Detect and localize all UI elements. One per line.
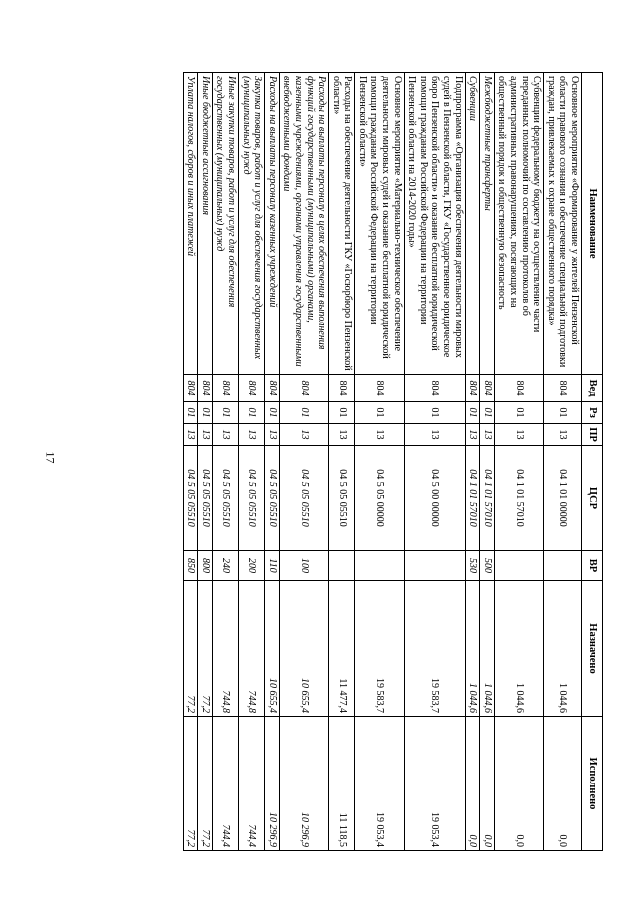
row-name: Иные закупки товаров, работ и услуг для обеспечения государственных (муниципальных) нужд bbox=[212, 73, 238, 375]
table-row bbox=[198, 73, 213, 851]
row-pr: 13 bbox=[465, 424, 480, 446]
row-name: Расходы на выплаты персоналу казенных учреждений bbox=[265, 73, 280, 375]
row-rz: 01 bbox=[198, 402, 213, 424]
table-row bbox=[212, 73, 238, 851]
row-csr: 04 1 01 57010 bbox=[480, 446, 495, 551]
row-name: Иные бюджетные ассигнования bbox=[198, 73, 213, 375]
row-vr: 800 bbox=[198, 551, 213, 581]
row-assigned: 744,8 bbox=[238, 581, 264, 717]
row-pr: 13 bbox=[183, 424, 198, 446]
row-assigned: 1 044,6 bbox=[494, 581, 543, 717]
row-rz: 01 bbox=[355, 402, 404, 424]
row-pr: 13 bbox=[238, 424, 264, 446]
row-executed: 0,0 bbox=[480, 717, 495, 851]
row-assigned: 1 044,6 bbox=[544, 581, 582, 717]
row-ved: 804 bbox=[183, 375, 198, 402]
table-row bbox=[183, 73, 198, 851]
table-row bbox=[265, 73, 280, 851]
row-name: Подпрограмма «Организация обеспечения деятельности мировых судей в Пензенской области, ГКУ «Государственное юридическое бюро Пензенской области» и оказание бесплатной юридической помощи гражданам Российской Федерации на территории Пензенской области на 2014-2020 годы» bbox=[404, 73, 465, 375]
row-assigned: 1 044,6 bbox=[480, 581, 495, 717]
row-rz: 01 bbox=[238, 402, 264, 424]
row-ved: 804 bbox=[544, 375, 582, 402]
row-csr: 04 5 05 05510 bbox=[183, 446, 198, 551]
header-rz: Рз bbox=[582, 402, 603, 424]
row-ved: 804 bbox=[238, 375, 264, 402]
row-csr: 04 5 05 05510 bbox=[212, 446, 238, 551]
row-pr: 13 bbox=[544, 424, 582, 446]
row-ved: 804 bbox=[279, 375, 328, 402]
row-ved: 804 bbox=[355, 375, 404, 402]
row-rz: 01 bbox=[212, 402, 238, 424]
row-rz: 01 bbox=[329, 402, 355, 424]
row-executed: 744,4 bbox=[238, 717, 264, 851]
row-csr: 04 5 05 05510 bbox=[329, 446, 355, 551]
row-pr: 13 bbox=[329, 424, 355, 446]
row-assigned: 744,8 bbox=[212, 581, 238, 717]
row-pr: 13 bbox=[279, 424, 328, 446]
row-executed: 10 296,9 bbox=[265, 717, 280, 851]
row-pr: 13 bbox=[494, 424, 543, 446]
header-csr: ЦСР bbox=[582, 446, 603, 551]
row-name: Основное мероприятие «Материально-техническое обеспечение деятельности мировых судей и оказание бесплатной юридической помощи гражданам Российской Федерации на территории Пензенской области» bbox=[355, 73, 404, 375]
row-rz: 01 bbox=[404, 402, 465, 424]
row-vr: 110 bbox=[265, 551, 280, 581]
row-rz: 01 bbox=[183, 402, 198, 424]
header-name: Наименование bbox=[582, 73, 603, 375]
row-assigned: 10 655,4 bbox=[279, 581, 328, 717]
row-csr: 04 5 05 05510 bbox=[198, 446, 213, 551]
row-name: Межбюджетные трансферты bbox=[480, 73, 495, 375]
table-row bbox=[404, 73, 465, 851]
table-row bbox=[480, 73, 495, 851]
row-csr: 04 5 05 00000 bbox=[355, 446, 404, 551]
row-ved: 804 bbox=[329, 375, 355, 402]
row-assigned: 1 044,6 bbox=[465, 581, 480, 717]
row-vr: 500 bbox=[480, 551, 495, 581]
row-vr bbox=[355, 551, 404, 581]
row-ved: 804 bbox=[198, 375, 213, 402]
row-executed: 744,4 bbox=[212, 717, 238, 851]
row-rz: 01 bbox=[279, 402, 328, 424]
table-row bbox=[355, 73, 404, 851]
row-name: Расходы на обеспечение деятельности ГКУ «Госюрбюро Пензенской области» bbox=[329, 73, 355, 375]
row-vr: 200 bbox=[238, 551, 264, 581]
row-ved: 804 bbox=[494, 375, 543, 402]
row-pr: 13 bbox=[198, 424, 213, 446]
row-rz: 01 bbox=[480, 402, 495, 424]
row-vr: 850 bbox=[183, 551, 198, 581]
row-csr: 04 5 05 05510 bbox=[238, 446, 264, 551]
table-row bbox=[494, 73, 543, 851]
row-rz: 01 bbox=[544, 402, 582, 424]
table-header-row bbox=[582, 73, 603, 851]
header-vr: ВР bbox=[582, 551, 603, 581]
row-ved: 804 bbox=[212, 375, 238, 402]
row-pr: 13 bbox=[265, 424, 280, 446]
row-executed: 0,0 bbox=[465, 717, 480, 851]
row-executed: 0,0 bbox=[494, 717, 543, 851]
row-name: Уплата налогов, сборов и иных платежей bbox=[183, 73, 198, 375]
row-rz: 01 bbox=[265, 402, 280, 424]
row-executed: 77,2 bbox=[198, 717, 213, 851]
row-executed: 19 053,4 bbox=[355, 717, 404, 851]
row-executed: 11 118,5 bbox=[329, 717, 355, 851]
row-rz: 01 bbox=[494, 402, 543, 424]
table-row bbox=[329, 73, 355, 851]
row-csr: 04 1 01 57010 bbox=[494, 446, 543, 551]
row-assigned: 77,2 bbox=[183, 581, 198, 717]
row-ved: 804 bbox=[480, 375, 495, 402]
row-csr: 04 1 01 57010 bbox=[465, 446, 480, 551]
table-row bbox=[279, 73, 328, 851]
row-vr bbox=[544, 551, 582, 581]
row-pr: 13 bbox=[212, 424, 238, 446]
row-assigned: 19 583,7 bbox=[404, 581, 465, 717]
row-vr: 100 bbox=[279, 551, 328, 581]
row-csr: 04 1 01 00000 bbox=[544, 446, 582, 551]
budget-table bbox=[183, 72, 603, 851]
table-row bbox=[465, 73, 480, 851]
row-assigned: 77,2 bbox=[198, 581, 213, 717]
row-rz: 01 bbox=[465, 402, 480, 424]
table-row bbox=[544, 73, 582, 851]
row-csr: 04 5 00 00000 bbox=[404, 446, 465, 551]
header-executed: Исполнено bbox=[582, 717, 603, 851]
row-csr: 04 5 05 05510 bbox=[279, 446, 328, 551]
row-assigned: 11 477,4 bbox=[329, 581, 355, 717]
rotated-table-container bbox=[88, 72, 603, 850]
table-row bbox=[238, 73, 264, 851]
row-name: Закупка товаров, работ и услуг для обеспечения государственных (муниципальных) нужд bbox=[238, 73, 264, 375]
row-ved: 804 bbox=[265, 375, 280, 402]
header-ved: Вед bbox=[582, 375, 603, 402]
row-pr: 13 bbox=[355, 424, 404, 446]
row-ved: 804 bbox=[465, 375, 480, 402]
rotated-page-region bbox=[88, 72, 603, 850]
row-vr: 530 bbox=[465, 551, 480, 581]
row-executed: 0,0 bbox=[544, 717, 582, 851]
row-csr: 04 5 05 05510 bbox=[265, 446, 280, 551]
row-vr bbox=[329, 551, 355, 581]
row-name: Основное мероприятие «Формирование у жителей Пензенской области правового сознания и обеспечение специальной подготовки граждан, привлекаемых к охране общественного порядка» bbox=[544, 73, 582, 375]
row-ved: 804 bbox=[404, 375, 465, 402]
row-name: Субвенции bbox=[465, 73, 480, 375]
header-pr: ПР bbox=[582, 424, 603, 446]
row-assigned: 10 655,4 bbox=[265, 581, 280, 717]
page-number: 17 bbox=[43, 451, 58, 464]
row-name: Субвенции федеральному бюджету на осуществление части переданных полномочий по составлению протоколов об административных правонарушениях, посягающих на общественный порядок и общественную безопасность bbox=[494, 73, 543, 375]
row-vr bbox=[494, 551, 543, 581]
row-executed: 10 296,9 bbox=[279, 717, 328, 851]
row-pr: 13 bbox=[480, 424, 495, 446]
row-executed: 19 053,4 bbox=[404, 717, 465, 851]
row-vr: 240 bbox=[212, 551, 238, 581]
header-assigned: Назначено bbox=[582, 581, 603, 717]
row-pr: 13 bbox=[404, 424, 465, 446]
row-executed: 77,2 bbox=[183, 717, 198, 851]
row-assigned: 19 583,7 bbox=[355, 581, 404, 717]
row-vr bbox=[404, 551, 465, 581]
row-name: Расходы на выплаты персоналу в целях обеспечения выполнения функций государственными (муниципальными) органами, казенными учреждениями, органами управления государственными внебюджетными фондами bbox=[279, 73, 328, 375]
